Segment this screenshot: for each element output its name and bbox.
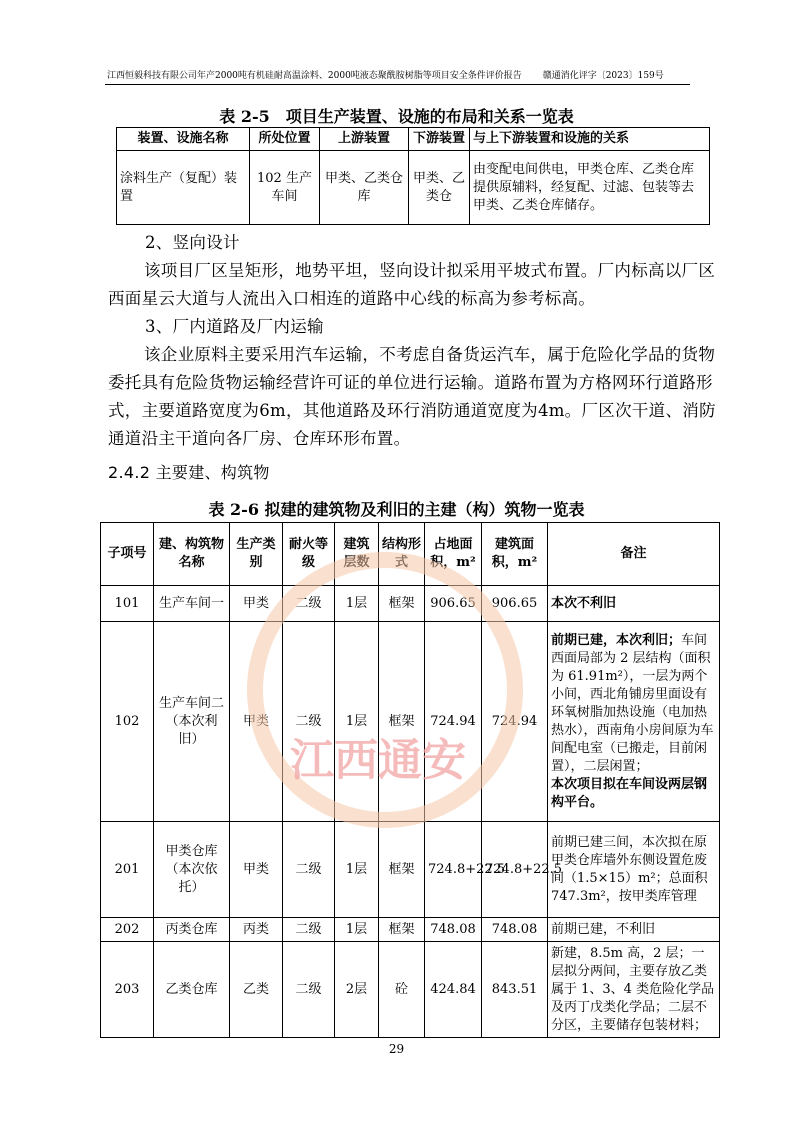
cell: 生产车间一 [154, 586, 230, 622]
col-header: 备注 [548, 523, 720, 586]
col-header: 上游装置 [320, 128, 409, 151]
col-header: 所处位置 [250, 128, 320, 151]
table-row [101, 586, 720, 622]
cell [548, 622, 720, 822]
header-left: 江西恒毅科技有限公司年产2000吨有机硅耐高温涂料、2000吨液态聚酰胺树脂等项目安全条件评价报告 [107, 71, 522, 81]
note-text: 车间西面局部为 2 层结构（面积为 61.91m²），一层为两个小间，西北角铺房里面设有环氧树脂加热设施（电加热热水），西南角小房间原为车间配电室（已搬走，目前闲置），二层闲置； [551, 632, 714, 774]
col-header: 生产类别 [230, 523, 283, 586]
col-header: 结构形式 [379, 523, 425, 586]
cell: 203 [101, 942, 154, 1038]
cell: 本次不利旧 [548, 586, 720, 622]
cell: 201 [101, 822, 154, 918]
col-header: 耐火等级 [283, 523, 335, 586]
cell: 202 [101, 918, 154, 942]
watermark-text: 江西通安 [290, 735, 466, 786]
cell: 二级 [283, 918, 335, 942]
cell: 748.08 [425, 918, 482, 942]
cell: 424.84 [425, 942, 482, 1038]
cell: 724.94 [425, 622, 482, 822]
cell: 生产车间二（本次利旧） [154, 622, 230, 822]
cell: 二级 [283, 586, 335, 622]
cell: 甲类、乙类仓 [409, 151, 470, 225]
table-row [101, 622, 720, 822]
cell: 102 [101, 622, 154, 822]
col-header: 建筑层数 [335, 523, 379, 586]
cell: 二级 [283, 822, 335, 918]
cell: 二级 [283, 622, 335, 822]
col-header: 与上下游装置和设施的关系 [470, 128, 710, 151]
cell: 二级 [283, 942, 335, 1038]
col-header: 下游装置 [409, 128, 470, 151]
cell: 724.94 [482, 622, 548, 822]
cell: 101 [101, 586, 154, 622]
cell: 框架 [379, 918, 425, 942]
table-header-row [101, 523, 720, 586]
cell: 甲类、乙类仓库 [320, 151, 409, 225]
paragraph: 该企业原料主要采用汽车运输，不考虑自备货运汽车，属于危险化学品的货物委托具有危险货物运输经营许可证的单位进行运输。道路布置为方格网环行道路形式，主要道路宽度为6m，其他道路及环行消防通道宽度为4m。厂区次干道、消防通道沿主干道向各厂房、仓库环形布置。 [108, 345, 716, 448]
cell: 甲类 [230, 822, 283, 918]
table-2-5-caption: 表 2-5 项目生产装置、设施的布局和关系一览表 [219, 107, 574, 126]
running-header [107, 68, 687, 81]
cell: 砼 [379, 942, 425, 1038]
header-right: 赣通消化评字〔2023〕159号 [542, 71, 664, 81]
header-rule [105, 84, 690, 85]
subsection-heading: 2.4.2 主要建、构筑物 [108, 463, 270, 482]
cell: 新建，8.5m 高，2 层；一层拟分两间，主要存放乙类属于 1、3、4 类危险化学品及丙丁戊类化学品；二层不分区，主要储存包装材料； [548, 942, 720, 1038]
section-heading: 2、竖向设计 [145, 233, 240, 252]
cell: 丙类仓库 [154, 918, 230, 942]
cell: 由变配电间供电，甲类仓库、乙类仓库提供原辅料，经复配、过滤、包装等去甲类、乙类仓库储存。 [470, 151, 710, 225]
col-header: 建、构筑物名称 [154, 523, 230, 586]
paragraph: 该项目厂区呈矩形，地势平坦，竖向设计拟采用平坡式布置。厂内标高以厂区西面星云大道与人流出入口相连的道路中心线的标高为参考标高。 [108, 261, 716, 308]
col-header: 建筑面积，m² [482, 523, 548, 586]
table-2-6 [100, 522, 720, 1038]
note-bold: 本次项目拟在车间设两层钢构平台。 [551, 776, 708, 810]
table-row [101, 918, 720, 942]
cell: 1层 [335, 822, 379, 918]
section-heading: 3、厂内道路及厂内运输 [145, 317, 324, 336]
cell: 框架 [379, 622, 425, 822]
cell: 前期已建三间，本次拟在原甲类仓库墙外东侧设置危废间（1.5×15）m²；总面积 747.3m²，按甲类库管理 [548, 822, 720, 918]
cell: 906.65 [482, 586, 548, 622]
cell: 框架 [379, 586, 425, 622]
cell: 涂料生产（复配）装置 [117, 151, 250, 225]
cell: 甲类仓库（本次依托） [154, 822, 230, 918]
cell: 1层 [335, 622, 379, 822]
col-header: 子项号 [101, 523, 154, 586]
cell: 甲类 [230, 622, 283, 822]
cell: 1层 [335, 918, 379, 942]
table-row [117, 151, 710, 225]
note-prefix: 前期已建，本次利旧； [551, 632, 682, 648]
cell: 乙类仓库 [154, 942, 230, 1038]
cell: 2层 [335, 942, 379, 1038]
page-number: 29 [388, 1042, 405, 1056]
cell: 724.8+22.5 [482, 822, 548, 918]
col-header: 占地面积，m² [425, 523, 482, 586]
table-header-row [117, 128, 710, 151]
cell: 906.65 [425, 586, 482, 622]
cell: 前期已建，不利旧 [548, 918, 720, 942]
cell: 1层 [335, 586, 379, 622]
table-row [101, 942, 720, 1038]
cell: 102 生产车间 [250, 151, 320, 225]
cell: 748.08 [482, 918, 548, 942]
table-2-6-caption: 表 2-6 拟建的建筑物及利旧的主建（构）筑物一览表 [208, 500, 585, 519]
table-2-5 [116, 127, 710, 225]
table-row [101, 822, 720, 918]
cell: 843.51 [482, 942, 548, 1038]
cell: 框架 [379, 822, 425, 918]
col-header: 装置、设施名称 [117, 128, 250, 151]
cell: 乙类 [230, 942, 283, 1038]
cell: 丙类 [230, 918, 283, 942]
cell: 724.8+22.5 [425, 822, 482, 918]
cell: 甲类 [230, 586, 283, 622]
